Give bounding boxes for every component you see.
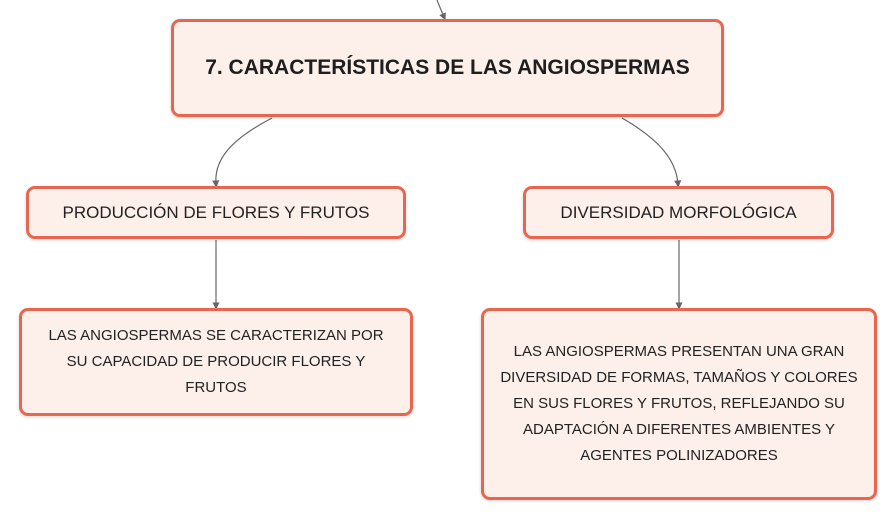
detail-node-morphological-diversity[interactable] (481, 308, 877, 500)
connector-parent-to-main (437, 0, 444, 17)
main-topic-node[interactable] (171, 19, 724, 117)
main-topic-label: 7. CARACTERÍSTICAS DE LAS ANGIOSPERMAS (205, 56, 690, 79)
detail-text: LAS ANGIOSPERMAS SE CARACTERIZAN POR SU CAPACIDAD DE PRODUCIR FLORES Y FRUTOS (48, 327, 384, 396)
subtopic-node-morphological-diversity[interactable] (523, 186, 834, 239)
subtopic-label: DIVERSIDAD MORFOLÓGICA (560, 202, 797, 222)
detail-text: LAS ANGIOSPERMAS PRESENTAN UNA GRAN DIVERSIDAD DE FORMAS, TAMAÑOS Y COLORES EN SUS FLORES Y FRUTOS, REFLEJANDO SU ADAPTACIÓN A DIFERENTES AMBIENTES Y AGENTES POLINIZADORES (500, 343, 858, 464)
subtopic-node-flower-production[interactable] (26, 186, 406, 239)
connector-main-to-left-subtopic (216, 118, 272, 184)
connector-main-to-right-subtopic (622, 118, 678, 184)
subtopic-label: PRODUCCIÓN DE FLORES Y FRUTOS (62, 202, 370, 222)
detail-node-flower-production[interactable] (19, 308, 413, 416)
